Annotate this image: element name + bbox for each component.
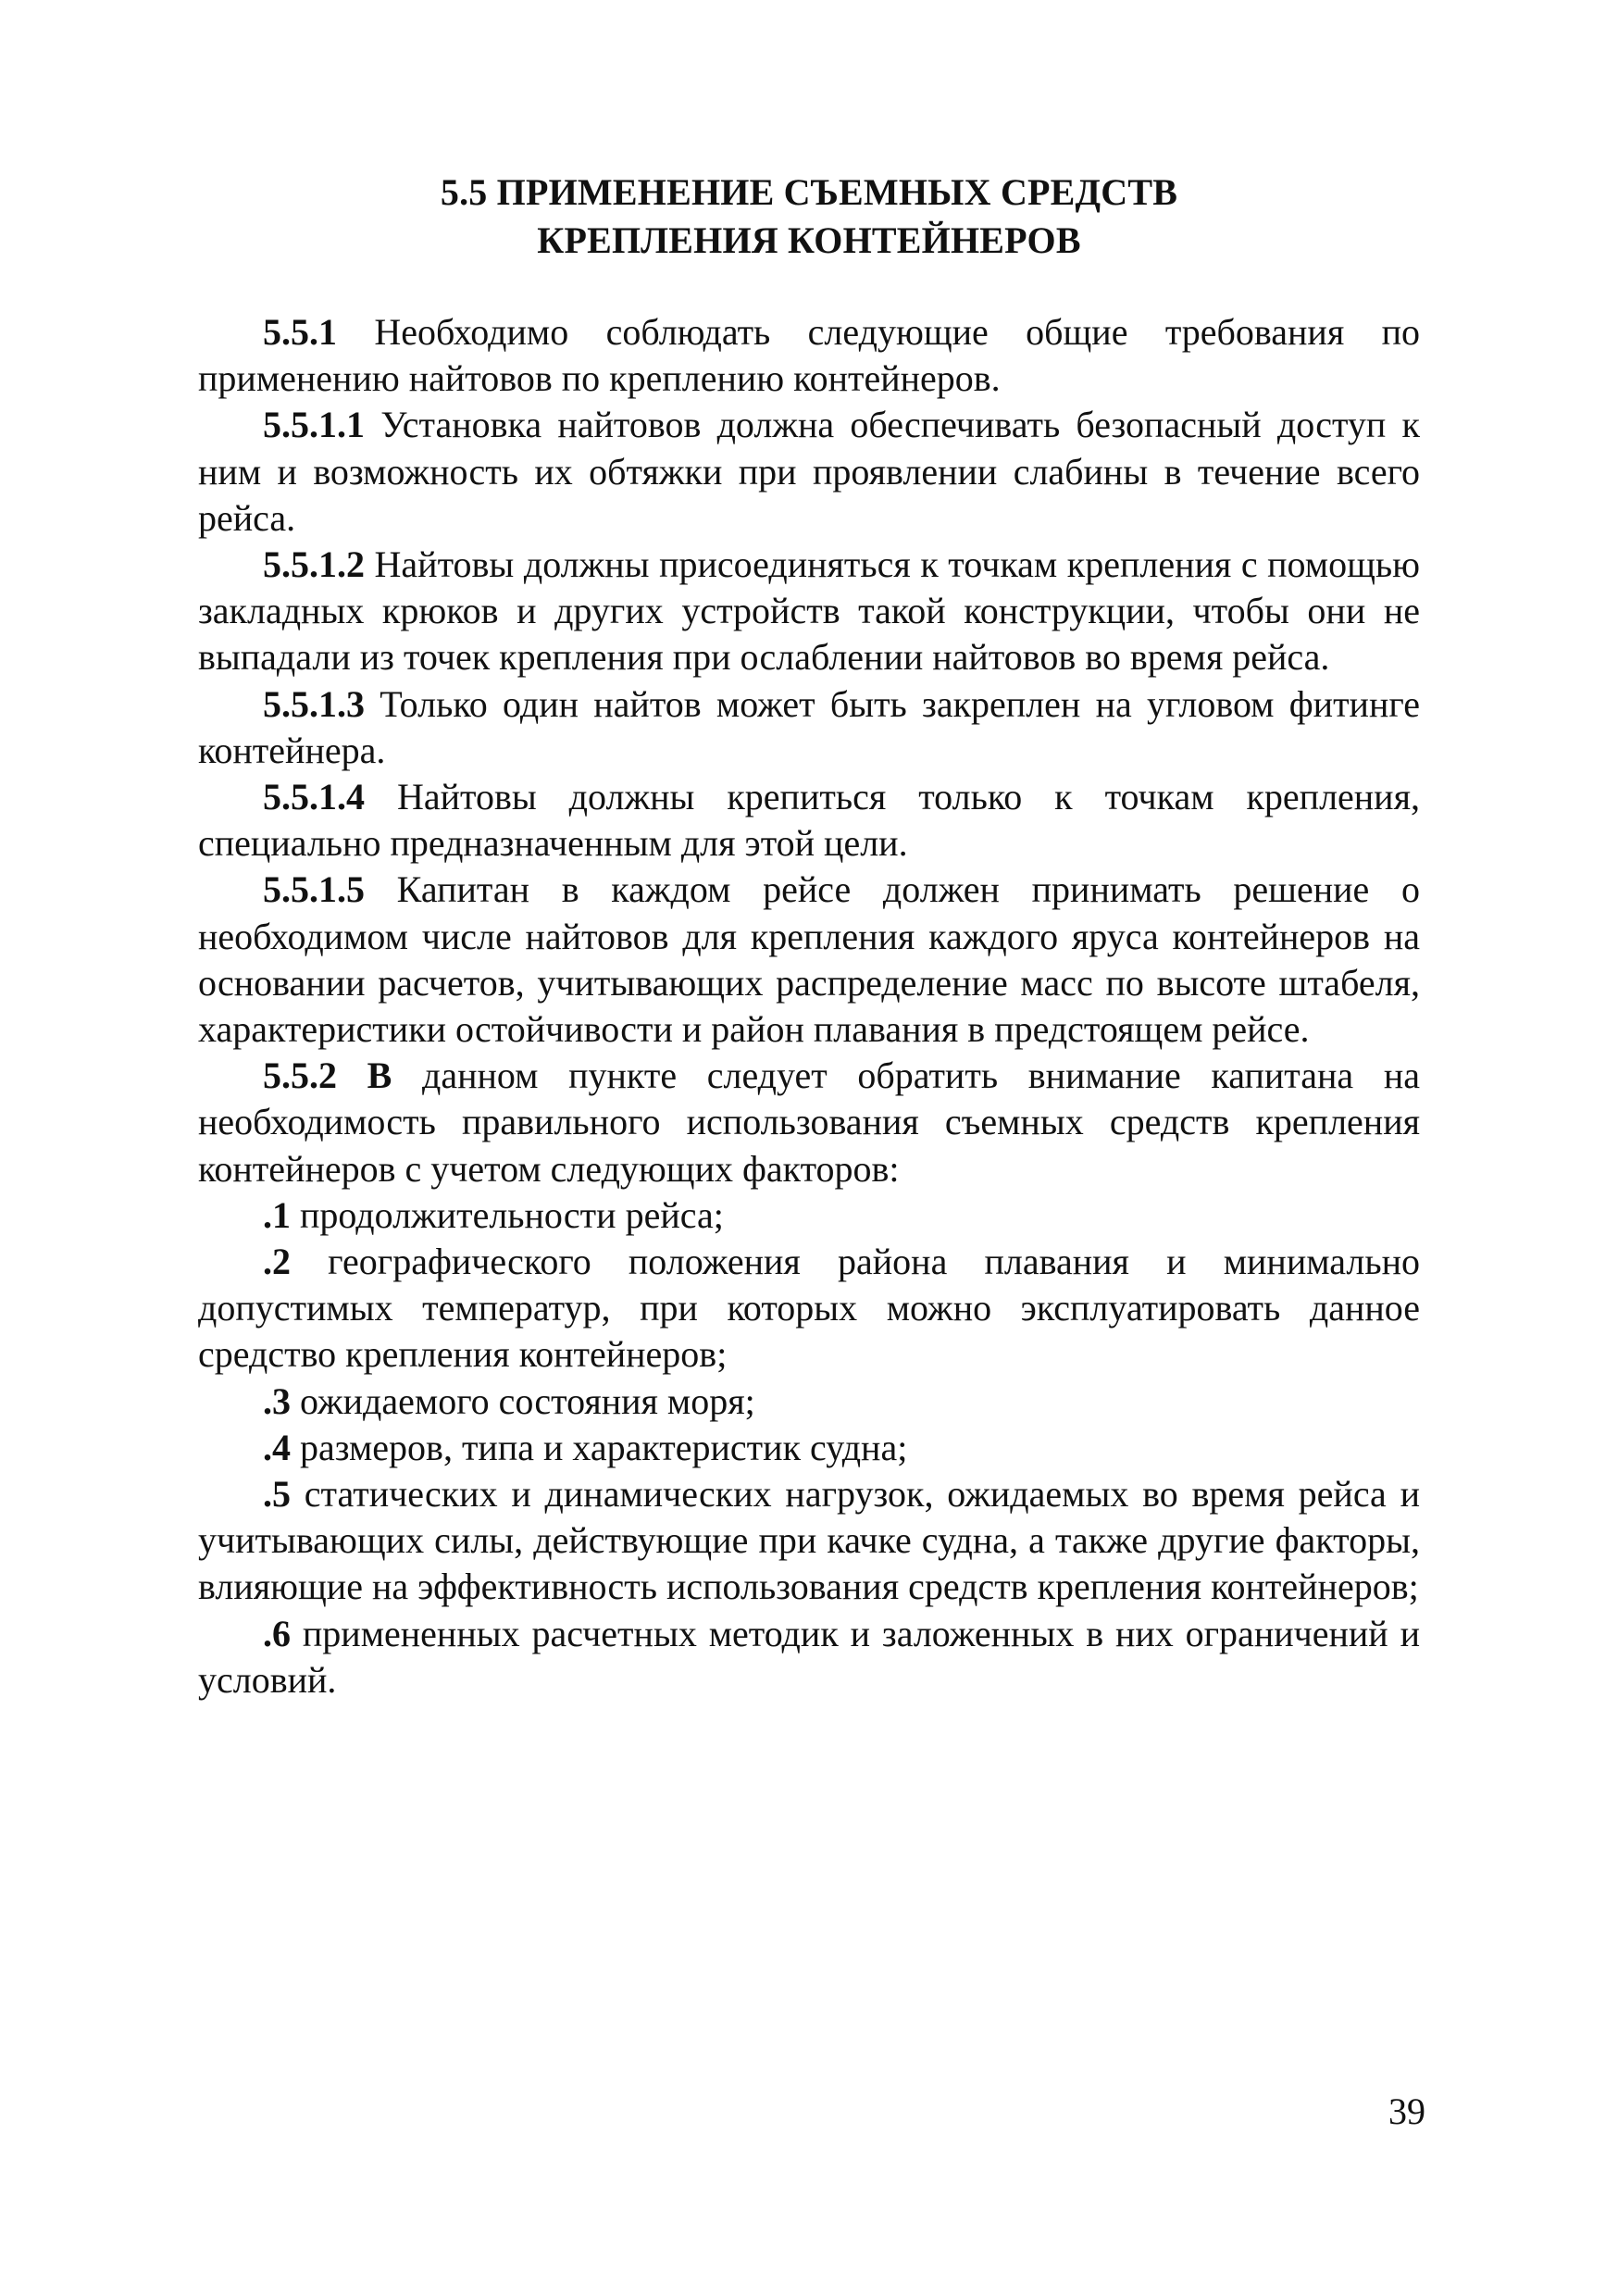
paragraph-5-5-1-3 (198, 681, 1420, 774)
clause-number: 5.5.1.3 (263, 682, 365, 725)
paragraph-5-5-1-5 (198, 867, 1420, 1053)
list-item-6 (198, 1611, 1420, 1703)
clause-text: Найтовы должны присоединяться к точкам крепления с помощью закладных крюков и других устройств такой конструкции, чтобы они не выпадали из точек крепления при ослаблении найтовов во время рейса. (198, 543, 1420, 679)
list-item-number: .1 (263, 1193, 291, 1236)
clause-number: 5.5.1.5 (263, 868, 365, 911)
clause-number: 5.5.1.4 (263, 776, 365, 818)
list-item-number: .5 (263, 1473, 291, 1516)
clause-number: 5.5.2 В (263, 1054, 392, 1097)
section-heading (198, 168, 1420, 265)
paragraph-5-5-1-1 (198, 402, 1420, 542)
paragraph-5-5-1-4 (198, 774, 1420, 867)
list-item-text: продолжительности рейса; (291, 1193, 724, 1236)
list-item-2 (198, 1239, 1420, 1379)
list-item-text: статических и динамических нагрузок, ожидаемых во время рейса и учитывающих силы, действующие при качке судна, а также другие факторы, влияющие на эффективность использования средств крепления контейнеров; (198, 1473, 1420, 1608)
paragraph-5-5-2 (198, 1053, 1420, 1192)
list-item-1 (198, 1192, 1420, 1239)
list-item-text: примененных расчетных методик и заложенных в них ограничений и условий. (198, 1612, 1420, 1701)
list-item-4 (198, 1425, 1420, 1471)
clause-number: 5.5.1.2 (263, 543, 365, 586)
clause-text: Установка найтовов должна обеспечивать безопасный доступ к ним и возможность их обтяжки при проявлении слабины в течение всего рейса. (198, 404, 1420, 539)
list-item-number: .2 (263, 1241, 291, 1283)
list-item-text: ожидаемого состояния моря; (291, 1379, 755, 1422)
clause-number: 5.5.1 (263, 311, 337, 353)
clause-text: Необходимо соблюдать следующие общие требования по применению найтовов по креплению контейнеров. (198, 311, 1420, 400)
clause-text: данном пункте следует обратить внимание капитана на необходимость правильного использования съемных средств крепления контейнеров с учетом следующих факторов: (198, 1054, 1420, 1190)
body-text (198, 309, 1420, 1703)
list-item-text: размеров, типа и характеристик судна; (291, 1426, 908, 1468)
list-item-number: .3 (263, 1379, 291, 1422)
paragraph-5-5-1 (198, 309, 1420, 402)
clause-text: Только один найтов может быть закреплен на угловом фитинге контейнера. (198, 682, 1420, 771)
clause-number: 5.5.1.1 (263, 404, 365, 446)
clause-text: Капитан в каждом рейсе должен принимать решение о необходимом числе найтовов для крепления каждого яруса контейнеров на основании расчетов, учитывающих распределение масс по высоте штабеля, характеристики остойчивости и район плавания в предстоящем рейсе. (198, 868, 1420, 1051)
section-heading-line-1: 5.5 ПРИМЕНЕНИЕ СЪЕМНЫХ СРЕДСТВ (440, 171, 1178, 213)
paragraph-5-5-1-2 (198, 542, 1420, 681)
list-item-5 (198, 1471, 1420, 1611)
list-item-number: .4 (263, 1426, 291, 1468)
list-item-3 (198, 1379, 1420, 1425)
page-number: 39 (1388, 2090, 1425, 2132)
list-item-text: географического положения района плавания и минимально допустимых температур, при которых можно эксплуатировать данное средство крепления контейнеров; (198, 1241, 1420, 1376)
list-item-number: .6 (263, 1612, 291, 1654)
section-heading-line-2: КРЕПЛЕНИЯ КОНТЕЙНЕРОВ (537, 219, 1081, 261)
clause-text: Найтовы должны крепиться только к точкам крепления, специально предназначенным для этой цели. (198, 776, 1420, 865)
